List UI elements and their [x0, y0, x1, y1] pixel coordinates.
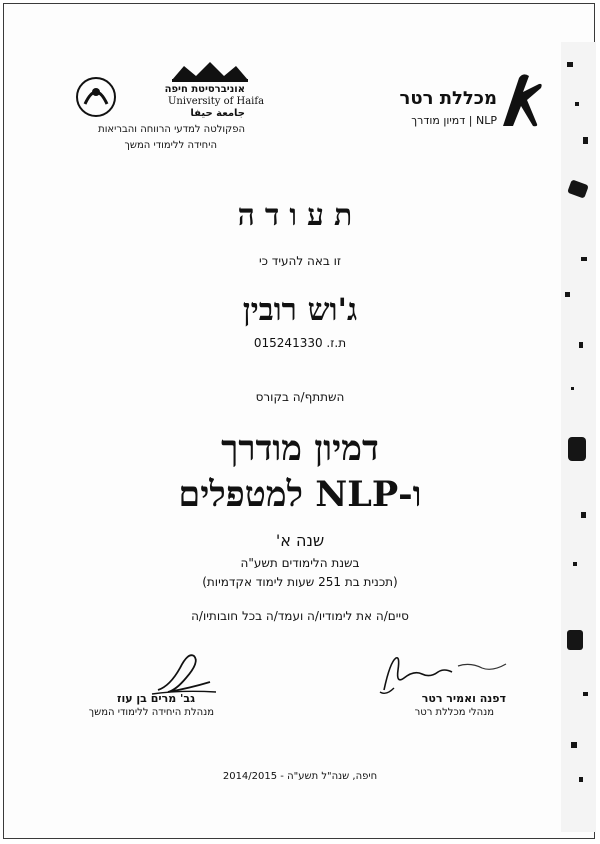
university-haifa-logo-block [75, 60, 275, 160]
program-hours: (תכנית בת 251 שעות לימוד אקדמיות) [202, 575, 398, 589]
place-and-date: חיפה, שנה"ל תשע"ה - 2014/2015 [222, 771, 378, 782]
certificate-title: תעודה [237, 198, 363, 233]
right-signatory-role: מנהלי מכללת רטר [414, 707, 494, 718]
participation-text: השתתף/ה בקורס [255, 390, 345, 404]
reter-college-logo [385, 70, 545, 140]
continuing-education-unit: היחידה ללימודי המשך [124, 140, 217, 151]
course-name-line-1: דמיון מודרך [221, 428, 379, 469]
left-signatory-name: גב' מרים בן עוז [117, 692, 195, 705]
recipient-id-number: ת.ז. 015241330 [253, 336, 347, 350]
reter-logo-icon [493, 70, 545, 130]
reter-sub-heb: דמיון מודרך [411, 114, 466, 127]
left-handwritten-signature [150, 648, 220, 698]
university-name-english: University of Haifa [168, 96, 265, 107]
right-signatory-name: דפנה ואמיר רטר [421, 692, 506, 705]
reter-sub-nlp: NLP [476, 114, 497, 127]
university-name-arabic: جامعة حيفا [190, 108, 245, 119]
faculty-name: הפקולטה למדעי הרווחה והבריאות [98, 124, 245, 135]
course-name-line-2: ו-NLP למטפלים [178, 474, 422, 515]
reter-college-name: מכללת רטר [399, 88, 497, 109]
certificate-intro: זו באה להעיד כי [258, 254, 342, 268]
recipient-name: ג'וש רובין [242, 292, 358, 328]
completion-statement: סיים/ה את לימודיו/ה ועמד/ה בכל חובותיו/ה [191, 609, 409, 623]
haifa-university-building-icon [170, 60, 250, 82]
university-name-hebrew: אוניברסיטת חיפה [164, 84, 245, 95]
welfare-faculty-emblem-icon [75, 74, 117, 120]
left-signatory-role: מנהלת היחידה ללימודי המשך [88, 707, 214, 718]
course-year-label: שנה א' [275, 531, 325, 550]
academic-year: בשנת הלימודים תשע"ה [240, 556, 360, 570]
reter-college-subtitle: NLP | דמיון מודרך [411, 114, 497, 127]
